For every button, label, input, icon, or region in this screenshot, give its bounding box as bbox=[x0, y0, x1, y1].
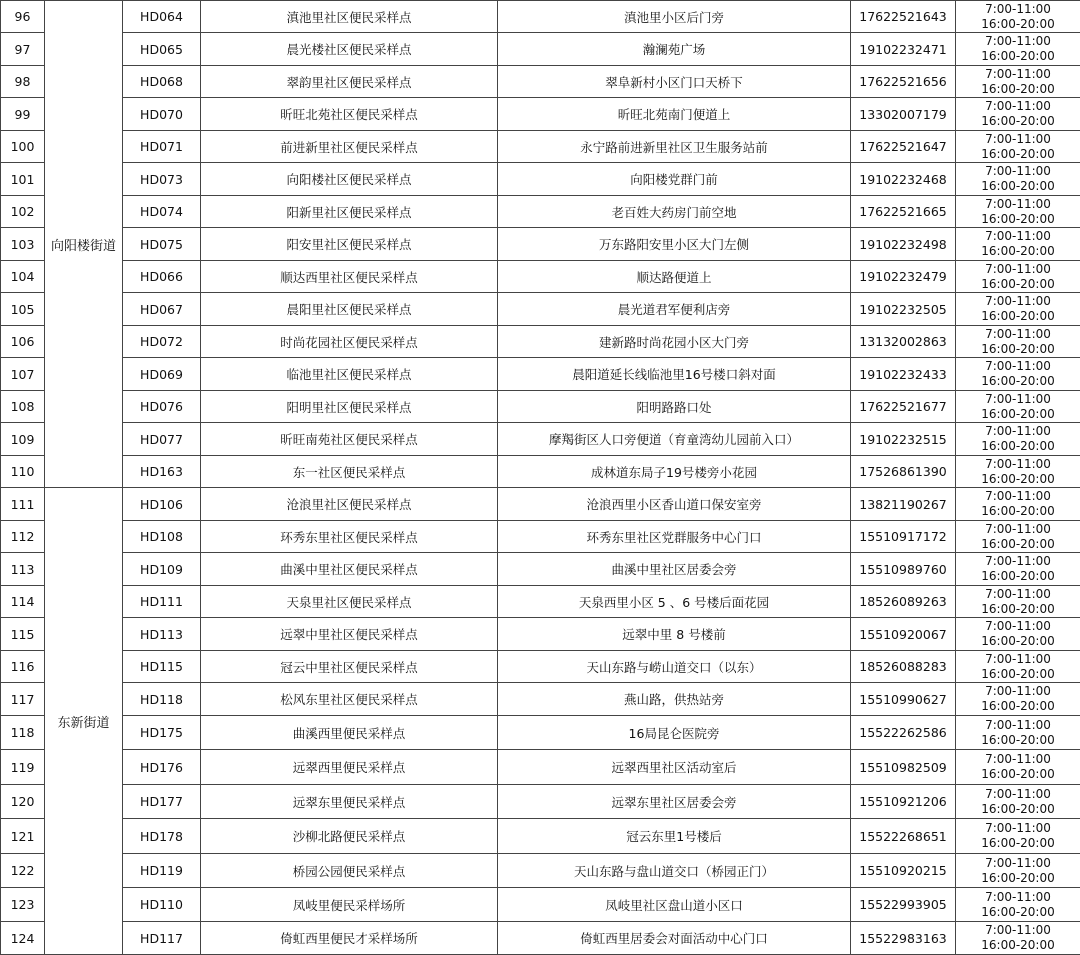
site-code: HD117 bbox=[123, 922, 201, 955]
site-address: 天山东路与崂山道交口（以东） bbox=[498, 651, 851, 683]
site-code: HD118 bbox=[123, 683, 201, 716]
site-name: 翠韵里社区便民采样点 bbox=[201, 66, 498, 98]
site-name: 曲溪西里便民采样点 bbox=[201, 716, 498, 750]
evening-hours: 16:00-20:00 bbox=[956, 836, 1080, 851]
contact-phone: 17622521656 bbox=[851, 66, 956, 98]
evening-hours: 16:00-20:00 bbox=[956, 504, 1080, 519]
site-address: 晨阳道延长线临池里16号楼口斜对面 bbox=[498, 358, 851, 391]
morning-hours: 7:00-11:00 bbox=[956, 424, 1080, 439]
site-code: HD108 bbox=[123, 521, 201, 553]
site-address: 顺达路便道上 bbox=[498, 261, 851, 293]
site-name: 晨阳里社区便民采样点 bbox=[201, 293, 498, 326]
morning-hours: 7:00-11:00 bbox=[956, 2, 1080, 17]
site-name: 阳新里社区便民采样点 bbox=[201, 196, 498, 228]
morning-hours: 7:00-11:00 bbox=[956, 652, 1080, 667]
site-address: 天山东路与盘山道交口（桥园正门） bbox=[498, 854, 851, 888]
morning-hours: 7:00-11:00 bbox=[956, 164, 1080, 179]
evening-hours: 16:00-20:00 bbox=[956, 938, 1080, 953]
evening-hours: 16:00-20:00 bbox=[956, 634, 1080, 649]
site-address: 摩羯街区人口旁便道（育童湾幼儿园前入口） bbox=[498, 423, 851, 456]
opening-hours bbox=[956, 228, 1080, 261]
morning-hours: 7:00-11:00 bbox=[956, 619, 1080, 634]
morning-hours: 7:00-11:00 bbox=[956, 856, 1080, 871]
evening-hours: 16:00-20:00 bbox=[956, 342, 1080, 357]
site-name: 昕旺南苑社区便民采样点 bbox=[201, 423, 498, 456]
site-name: 前进新里社区便民采样点 bbox=[201, 131, 498, 163]
opening-hours bbox=[956, 888, 1080, 922]
contact-phone: 17622521677 bbox=[851, 391, 956, 423]
site-code: HD163 bbox=[123, 456, 201, 488]
row-number: 116 bbox=[1, 651, 45, 683]
site-code: HD073 bbox=[123, 163, 201, 196]
contact-phone: 19102232479 bbox=[851, 261, 956, 293]
morning-hours: 7:00-11:00 bbox=[956, 132, 1080, 147]
table-row bbox=[1, 716, 1080, 750]
morning-hours: 7:00-11:00 bbox=[956, 229, 1080, 244]
table-row bbox=[1, 163, 1080, 196]
contact-phone: 13302007179 bbox=[851, 98, 956, 131]
opening-hours bbox=[956, 131, 1080, 163]
opening-hours bbox=[956, 553, 1080, 586]
site-code: HD072 bbox=[123, 326, 201, 358]
site-address: 曲溪中里社区居委会旁 bbox=[498, 553, 851, 586]
site-address: 永宁路前进新里社区卫生服务站前 bbox=[498, 131, 851, 163]
opening-hours bbox=[956, 651, 1080, 683]
contact-phone: 19102232468 bbox=[851, 163, 956, 196]
table-row bbox=[1, 358, 1080, 391]
opening-hours bbox=[956, 423, 1080, 456]
evening-hours: 16:00-20:00 bbox=[956, 374, 1080, 389]
site-name: 冠云中里社区便民采样点 bbox=[201, 651, 498, 683]
contact-phone: 17526861390 bbox=[851, 456, 956, 488]
site-code: HD111 bbox=[123, 586, 201, 618]
contact-phone: 17622521643 bbox=[851, 1, 956, 33]
table-row bbox=[1, 293, 1080, 326]
site-address: 冠云东里1号楼后 bbox=[498, 819, 851, 854]
contact-phone: 19102232515 bbox=[851, 423, 956, 456]
opening-hours bbox=[956, 358, 1080, 391]
evening-hours: 16:00-20:00 bbox=[956, 537, 1080, 552]
site-code: HD119 bbox=[123, 854, 201, 888]
table-row bbox=[1, 854, 1080, 888]
opening-hours bbox=[956, 716, 1080, 750]
evening-hours: 16:00-20:00 bbox=[956, 871, 1080, 886]
contact-phone: 15510989760 bbox=[851, 553, 956, 586]
table-row bbox=[1, 521, 1080, 553]
site-code: HD071 bbox=[123, 131, 201, 163]
evening-hours: 16:00-20:00 bbox=[956, 49, 1080, 64]
site-address: 环秀东里社区党群服务中心门口 bbox=[498, 521, 851, 553]
site-name: 凤岐里便民采样场所 bbox=[201, 888, 498, 922]
site-address: 老百姓大药房门前空地 bbox=[498, 196, 851, 228]
row-number: 100 bbox=[1, 131, 45, 163]
contact-phone: 15522262586 bbox=[851, 716, 956, 750]
site-name: 倚虹西里便民才采样场所 bbox=[201, 922, 498, 955]
contact-phone: 15522268651 bbox=[851, 819, 956, 854]
evening-hours: 16:00-20:00 bbox=[956, 905, 1080, 920]
contact-phone: 18526088283 bbox=[851, 651, 956, 683]
row-number: 101 bbox=[1, 163, 45, 196]
contact-phone: 15510920215 bbox=[851, 854, 956, 888]
evening-hours: 16:00-20:00 bbox=[956, 767, 1080, 782]
site-address: 成林道东局子19号楼旁小花园 bbox=[498, 456, 851, 488]
opening-hours bbox=[956, 196, 1080, 228]
site-code: HD066 bbox=[123, 261, 201, 293]
site-code: HD075 bbox=[123, 228, 201, 261]
table-row bbox=[1, 922, 1080, 955]
site-name: 桥园公园便民采样点 bbox=[201, 854, 498, 888]
opening-hours bbox=[956, 618, 1080, 651]
table-row bbox=[1, 785, 1080, 819]
site-name: 昕旺北苑社区便民采样点 bbox=[201, 98, 498, 131]
evening-hours: 16:00-20:00 bbox=[956, 17, 1080, 32]
row-number: 111 bbox=[1, 488, 45, 521]
site-name: 天泉里社区便民采样点 bbox=[201, 586, 498, 618]
table-row bbox=[1, 553, 1080, 586]
table-row bbox=[1, 456, 1080, 488]
table-row bbox=[1, 888, 1080, 922]
contact-phone: 19102232498 bbox=[851, 228, 956, 261]
site-code: HD175 bbox=[123, 716, 201, 750]
table-row bbox=[1, 33, 1080, 66]
morning-hours: 7:00-11:00 bbox=[956, 821, 1080, 836]
table-row bbox=[1, 683, 1080, 716]
row-number: 113 bbox=[1, 553, 45, 586]
table-row bbox=[1, 1, 1080, 33]
row-number: 108 bbox=[1, 391, 45, 423]
site-code: HD077 bbox=[123, 423, 201, 456]
row-number: 109 bbox=[1, 423, 45, 456]
opening-hours bbox=[956, 785, 1080, 819]
evening-hours: 16:00-20:00 bbox=[956, 277, 1080, 292]
contact-phone: 15510982509 bbox=[851, 750, 956, 785]
evening-hours: 16:00-20:00 bbox=[956, 309, 1080, 324]
contact-phone: 13821190267 bbox=[851, 488, 956, 521]
site-name: 环秀东里社区便民采样点 bbox=[201, 521, 498, 553]
site-address: 万东路阳安里小区大门左侧 bbox=[498, 228, 851, 261]
site-address: 远翠东里社区居委会旁 bbox=[498, 785, 851, 819]
site-address: 16局昆仑医院旁 bbox=[498, 716, 851, 750]
table-row bbox=[1, 98, 1080, 131]
site-code: HD070 bbox=[123, 98, 201, 131]
row-number: 104 bbox=[1, 261, 45, 293]
table-row bbox=[1, 391, 1080, 423]
contact-phone: 15510920067 bbox=[851, 618, 956, 651]
row-number: 120 bbox=[1, 785, 45, 819]
site-code: HD074 bbox=[123, 196, 201, 228]
site-name: 向阳楼社区便民采样点 bbox=[201, 163, 498, 196]
table-row bbox=[1, 488, 1080, 521]
opening-hours bbox=[956, 586, 1080, 618]
row-number: 98 bbox=[1, 66, 45, 98]
row-number: 110 bbox=[1, 456, 45, 488]
morning-hours: 7:00-11:00 bbox=[956, 392, 1080, 407]
morning-hours: 7:00-11:00 bbox=[956, 890, 1080, 905]
row-number: 106 bbox=[1, 326, 45, 358]
site-address: 远翠西里社区活动室后 bbox=[498, 750, 851, 785]
evening-hours: 16:00-20:00 bbox=[956, 82, 1080, 97]
site-name: 沧浪里社区便民采样点 bbox=[201, 488, 498, 521]
row-number: 112 bbox=[1, 521, 45, 553]
row-number: 121 bbox=[1, 819, 45, 854]
site-name: 远翠东里便民采样点 bbox=[201, 785, 498, 819]
table-row bbox=[1, 750, 1080, 785]
site-address: 燕山路，供热站旁 bbox=[498, 683, 851, 716]
opening-hours bbox=[956, 819, 1080, 854]
morning-hours: 7:00-11:00 bbox=[956, 787, 1080, 802]
site-name: 临池里社区便民采样点 bbox=[201, 358, 498, 391]
morning-hours: 7:00-11:00 bbox=[956, 262, 1080, 277]
opening-hours bbox=[956, 683, 1080, 716]
evening-hours: 16:00-20:00 bbox=[956, 407, 1080, 422]
site-address: 凤岐里社区盘山道小区口 bbox=[498, 888, 851, 922]
site-code: HD106 bbox=[123, 488, 201, 521]
contact-phone: 15522993905 bbox=[851, 888, 956, 922]
table-row bbox=[1, 66, 1080, 98]
contact-phone: 17622521647 bbox=[851, 131, 956, 163]
site-name: 阳明里社区便民采样点 bbox=[201, 391, 498, 423]
opening-hours bbox=[956, 98, 1080, 131]
row-number: 99 bbox=[1, 98, 45, 131]
site-code: HD067 bbox=[123, 293, 201, 326]
row-number: 107 bbox=[1, 358, 45, 391]
contact-phone: 15510917172 bbox=[851, 521, 956, 553]
site-code: HD110 bbox=[123, 888, 201, 922]
contact-phone: 19102232433 bbox=[851, 358, 956, 391]
contact-phone: 18526089263 bbox=[851, 586, 956, 618]
site-name: 远翠中里社区便民采样点 bbox=[201, 618, 498, 651]
morning-hours: 7:00-11:00 bbox=[956, 34, 1080, 49]
evening-hours: 16:00-20:00 bbox=[956, 699, 1080, 714]
site-name: 滇池里社区便民采样点 bbox=[201, 1, 498, 33]
row-number: 103 bbox=[1, 228, 45, 261]
site-code: HD176 bbox=[123, 750, 201, 785]
site-code: HD076 bbox=[123, 391, 201, 423]
morning-hours: 7:00-11:00 bbox=[956, 197, 1080, 212]
site-name: 沙柳北路便民采样点 bbox=[201, 819, 498, 854]
site-name: 时尚花园社区便民采样点 bbox=[201, 326, 498, 358]
site-name: 东一社区便民采样点 bbox=[201, 456, 498, 488]
morning-hours: 7:00-11:00 bbox=[956, 587, 1080, 602]
evening-hours: 16:00-20:00 bbox=[956, 147, 1080, 162]
contact-phone: 17622521665 bbox=[851, 196, 956, 228]
site-address: 天泉西里小区 5 、6 号楼后面花园 bbox=[498, 586, 851, 618]
morning-hours: 7:00-11:00 bbox=[956, 752, 1080, 767]
opening-hours bbox=[956, 750, 1080, 785]
site-address: 瀚澜苑广场 bbox=[498, 33, 851, 66]
opening-hours bbox=[956, 1, 1080, 33]
table-row bbox=[1, 586, 1080, 618]
opening-hours bbox=[956, 163, 1080, 196]
opening-hours bbox=[956, 293, 1080, 326]
site-name: 远翠西里便民采样点 bbox=[201, 750, 498, 785]
contact-phone: 15522983163 bbox=[851, 922, 956, 955]
opening-hours bbox=[956, 521, 1080, 553]
table-row bbox=[1, 326, 1080, 358]
evening-hours: 16:00-20:00 bbox=[956, 569, 1080, 584]
row-number: 115 bbox=[1, 618, 45, 651]
table-row bbox=[1, 131, 1080, 163]
opening-hours bbox=[956, 326, 1080, 358]
table-row bbox=[1, 618, 1080, 651]
site-code: HD177 bbox=[123, 785, 201, 819]
site-code: HD069 bbox=[123, 358, 201, 391]
site-address: 远翠中里 8 号楼前 bbox=[498, 618, 851, 651]
row-number: 119 bbox=[1, 750, 45, 785]
evening-hours: 16:00-20:00 bbox=[956, 114, 1080, 129]
evening-hours: 16:00-20:00 bbox=[956, 212, 1080, 227]
district-name: 向阳楼街道 bbox=[45, 1, 123, 488]
site-code: HD064 bbox=[123, 1, 201, 33]
evening-hours: 16:00-20:00 bbox=[956, 667, 1080, 682]
morning-hours: 7:00-11:00 bbox=[956, 522, 1080, 537]
site-name: 松风东里社区便民采样点 bbox=[201, 683, 498, 716]
row-number: 102 bbox=[1, 196, 45, 228]
evening-hours: 16:00-20:00 bbox=[956, 179, 1080, 194]
table-row bbox=[1, 651, 1080, 683]
evening-hours: 16:00-20:00 bbox=[956, 244, 1080, 259]
site-address: 建新路时尚花园小区大门旁 bbox=[498, 326, 851, 358]
morning-hours: 7:00-11:00 bbox=[956, 294, 1080, 309]
contact-phone: 13132002863 bbox=[851, 326, 956, 358]
table-row bbox=[1, 261, 1080, 293]
site-name: 顺达西里社区便民采样点 bbox=[201, 261, 498, 293]
site-name: 阳安里社区便民采样点 bbox=[201, 228, 498, 261]
site-address: 滇池里小区后门旁 bbox=[498, 1, 851, 33]
opening-hours bbox=[956, 854, 1080, 888]
morning-hours: 7:00-11:00 bbox=[956, 67, 1080, 82]
site-code: HD065 bbox=[123, 33, 201, 66]
opening-hours bbox=[956, 66, 1080, 98]
contact-phone: 19102232471 bbox=[851, 33, 956, 66]
morning-hours: 7:00-11:00 bbox=[956, 489, 1080, 504]
morning-hours: 7:00-11:00 bbox=[956, 684, 1080, 699]
morning-hours: 7:00-11:00 bbox=[956, 718, 1080, 733]
district-name: 东新街道 bbox=[45, 488, 123, 955]
row-number: 118 bbox=[1, 716, 45, 750]
site-address: 阳明路路口处 bbox=[498, 391, 851, 423]
row-number: 123 bbox=[1, 888, 45, 922]
evening-hours: 16:00-20:00 bbox=[956, 733, 1080, 748]
opening-hours bbox=[956, 391, 1080, 423]
morning-hours: 7:00-11:00 bbox=[956, 327, 1080, 342]
row-number: 105 bbox=[1, 293, 45, 326]
opening-hours bbox=[956, 33, 1080, 66]
opening-hours bbox=[956, 261, 1080, 293]
site-code: HD109 bbox=[123, 553, 201, 586]
site-address: 沧浪西里小区香山道口保安室旁 bbox=[498, 488, 851, 521]
row-number: 114 bbox=[1, 586, 45, 618]
morning-hours: 7:00-11:00 bbox=[956, 457, 1080, 472]
site-code: HD113 bbox=[123, 618, 201, 651]
row-number: 122 bbox=[1, 854, 45, 888]
morning-hours: 7:00-11:00 bbox=[956, 99, 1080, 114]
contact-phone: 19102232505 bbox=[851, 293, 956, 326]
opening-hours bbox=[956, 488, 1080, 521]
evening-hours: 16:00-20:00 bbox=[956, 802, 1080, 817]
site-address: 倚虹西里居委会对面活动中心门口 bbox=[498, 922, 851, 955]
evening-hours: 16:00-20:00 bbox=[956, 602, 1080, 617]
site-address: 晨光道君军便利店旁 bbox=[498, 293, 851, 326]
evening-hours: 16:00-20:00 bbox=[956, 439, 1080, 454]
table-row bbox=[1, 423, 1080, 456]
row-number: 124 bbox=[1, 922, 45, 955]
contact-phone: 15510921206 bbox=[851, 785, 956, 819]
site-address: 翠阜新村小区门口天桥下 bbox=[498, 66, 851, 98]
morning-hours: 7:00-11:00 bbox=[956, 923, 1080, 938]
row-number: 97 bbox=[1, 33, 45, 66]
site-address: 向阳楼党群门前 bbox=[498, 163, 851, 196]
site-code: HD068 bbox=[123, 66, 201, 98]
table-row bbox=[1, 819, 1080, 854]
site-name: 晨光楼社区便民采样点 bbox=[201, 33, 498, 66]
morning-hours: 7:00-11:00 bbox=[956, 359, 1080, 374]
opening-hours bbox=[956, 922, 1080, 955]
row-number: 96 bbox=[1, 1, 45, 33]
opening-hours bbox=[956, 456, 1080, 488]
site-address: 昕旺北苑南门便道上 bbox=[498, 98, 851, 131]
evening-hours: 16:00-20:00 bbox=[956, 472, 1080, 487]
morning-hours: 7:00-11:00 bbox=[956, 554, 1080, 569]
table-row bbox=[1, 196, 1080, 228]
site-name: 曲溪中里社区便民采样点 bbox=[201, 553, 498, 586]
table-row bbox=[1, 228, 1080, 261]
site-code: HD115 bbox=[123, 651, 201, 683]
contact-phone: 15510990627 bbox=[851, 683, 956, 716]
row-number: 117 bbox=[1, 683, 45, 716]
site-code: HD178 bbox=[123, 819, 201, 854]
